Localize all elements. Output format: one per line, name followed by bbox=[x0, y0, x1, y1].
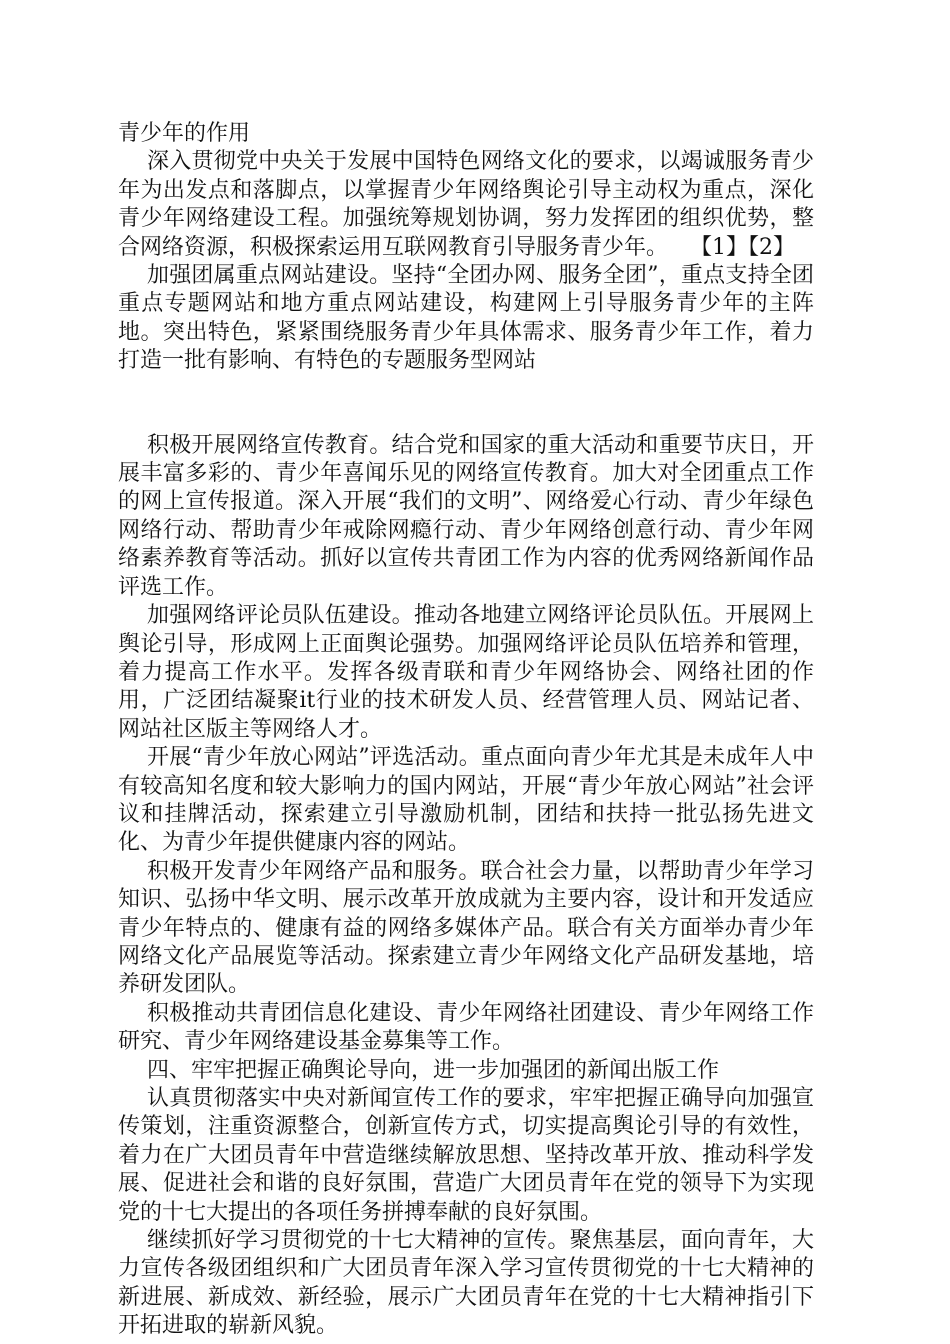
section-heading-fragment: 青少年的作用 bbox=[118, 121, 251, 146]
section-heading-four: 四、牢牢把握正确舆论导向，进一步加强团的新闻出版工作 bbox=[147, 1057, 720, 1083]
paragraph-online-education: 积极开展网络宣传教育。结合党和国家的重大活动和重要节庆日，开展丰富多彩的、青少年喜闻乐见的网络宣传教育。加大对全团重点工作的网上宣传报道。深入开展“我们的文明”、网络爱心行动、青少年绿色网络行动、帮助青少年戒除网瘾行动、青少年网络创意行动、青少年网络素养教育等活动。抓好以宣传共青团工作为内容的优秀网络新闻作品评选工作。 bbox=[118, 432, 814, 600]
blank-gap bbox=[118, 376, 814, 432]
paragraph-informatization: 积极推动共青团信息化建设、青少年网络社团建设、青少年网络工作研究、青少年网络建设基金募集等工作。 bbox=[118, 1000, 814, 1055]
document-body bbox=[118, 120, 814, 1341]
paragraph-news-guidance: 认真贯彻落实中央对新闻宣传工作的要求，牢牢把握正确导向加强宣传策划，注重资源整合，创新宣传方式，切实提高舆论引导的有效性，着力在广大团员青年中营造继续解放思想、坚持改革开放、推动科学发展、促进社会和谐的良好氛围，营造广大团员青年在党的领导下为实现党的十七大提出的各项任务拼搏奉献的良好氛围。 bbox=[118, 1086, 814, 1225]
paragraph-network-products: 积极开发青少年网络产品和服务。联合社会力量，以帮助青少年学习知识、弘扬中华文明、展示改革开放成就为主要内容，设计和开发适应青少年特点的、健康有益的网络多媒体产品。联合有关方面举办青少年网络文化产品展览等活动。探索建立青少年网络文化产品研发基地，培养研发团队。 bbox=[118, 858, 814, 998]
paragraph-seventeenth-congress: 继续抓好学习贯彻党的十七大精神的宣传。聚焦基层，面向青年，大力宣传各级团组织和广大团员青年深入学习宣传贯彻党的十七大精神的新进展、新成效、新经验，展示广大团员青年在党的十七大精神指引下开拓进取的崭新风貌。 bbox=[118, 1228, 814, 1339]
paragraph-commentators: 加强网络评论员队伍建设。推动各地建立网络评论员队伍。开展网上舆论引导，形成网上正面舆论强势。加强网络评论员队伍培养和管理，着力提高工作水平。发挥各级青联和青少年网络协会、网络社团的作用，广泛团结凝聚it行业的技术研发人员、经营管理人员、网站记者、网站社区版主等网络人才。 bbox=[118, 603, 814, 742]
paragraph-key-websites: 加强团属重点网站建设。坚持“全团办网、服务全团”，重点支持全团重点专题网站和地方重点网站建设，构建网上引导服务青少年的主阵地。突出特色，紧紧围绕服务青少年具体需求、服务青少年工作，着力打造一批有影响、有特色的专题服务型网站 bbox=[118, 263, 814, 374]
paragraph-trusted-websites: 开展“青少年放心网站”评选活动。重点面向青少年尤其是未成年人中有较高知名度和较大影响力的国内网站，开展“青少年放心网站”社会评议和挂牌活动，探索建立引导激励机制，团结和扶持一批弘扬先进文化、为青少年提供健康内容的网站。 bbox=[118, 745, 814, 856]
paragraph-intro: 深入贯彻党中央关于发展中国特色网络文化的要求，以竭诚服务青少年为出发点和落脚点，以掌握青少年网络舆论引导主动权为重点，深化青少年网络建设工程。加强统筹规划协调，努力发挥团的组织优势，整合网络资源，积极探索运用互联网教育引导服务青少年。 【1】【2】 bbox=[118, 149, 814, 260]
